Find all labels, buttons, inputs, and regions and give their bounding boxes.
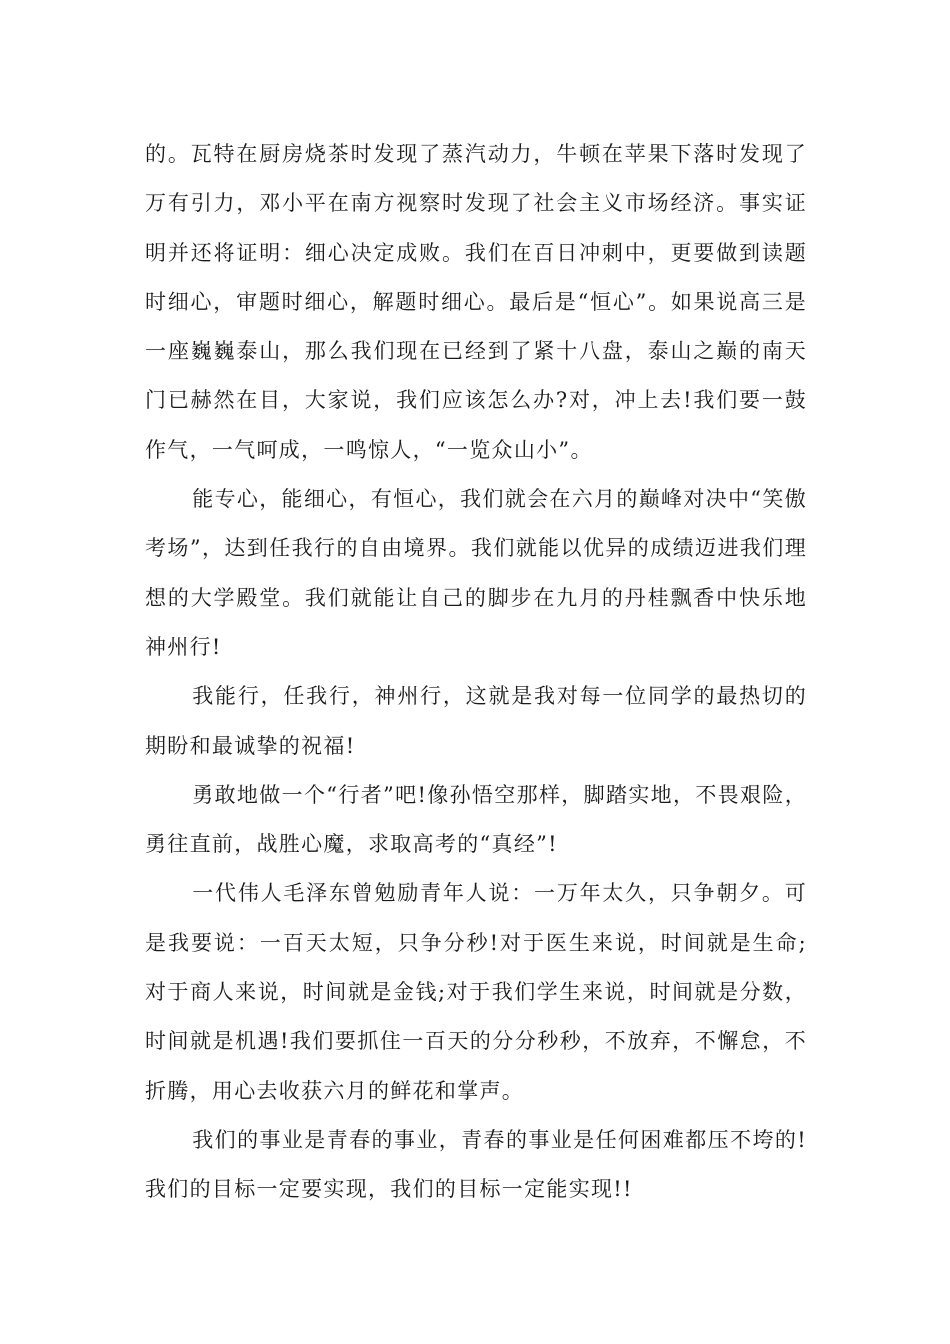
paragraph-traveler: 勇敢地做一个“行者”吧!像孙悟空那样，脚踏实地，不畏艰险，勇往直前，战胜心魔，求取高考的“真经”!: [145, 782, 807, 857]
paragraph-wishes: 我能行，任我行，神州行，这就是我对每一位同学的最热切的期盼和最诚挚的祝福!: [145, 684, 807, 758]
paragraph-continuation: 的。瓦特在厨房烧茶时发现了蒸汽动力，牛顿在苹果下落时发现了万有引力，邓小平在南方视察时发现了社会主义市场经济。事实证明并还将证明：细心决定成败。我们在百日冲刺中，更要做到读题时细心，审题时细心，解题时细心。最后是“恒心”。如果说高三是一座巍巍泰山，那么我们现在已经到了紧十八盘，泰山之巅的南天门已赫然在目，大家说，我们应该怎么办?对，冲上去!我们要一鼓作气，一气呵成，一鸣惊人，“一览众山小”。: [145, 142, 807, 462]
paragraph-focus-dedication: 能专心，能细心，有恒心，我们就会在六月的巅峰对决中“笑傲考场”，达到任我行的自由境界。我们就能以优异的成绩迈进我们理想的大学殿堂。我们就能让自己的脚步在九月的丹桂飘香中快乐地神州行!: [145, 487, 807, 659]
paragraph-closing: 我们的事业是青春的事业，青春的事业是任何困难都压不垮的!我们的目标一定要实现，我们的目标一定能实现!!: [145, 1127, 807, 1202]
document-body: [145, 130, 807, 1215]
paragraph-time: 一代伟人毛泽东曾勉励青年人说：一万年太久，只争朝夕。可是我要说：一百天太短，只争分秒!对于医生来说，时间就是生命;对于商人来说，时间就是金钱;对于我们学生来说，时间就是分数，时间就是机遇!我们要抓住一百天的分分秒秒，不放弃，不懈怠，不折腾，用心去收获六月的鲜花和掌声。: [145, 881, 807, 1103]
